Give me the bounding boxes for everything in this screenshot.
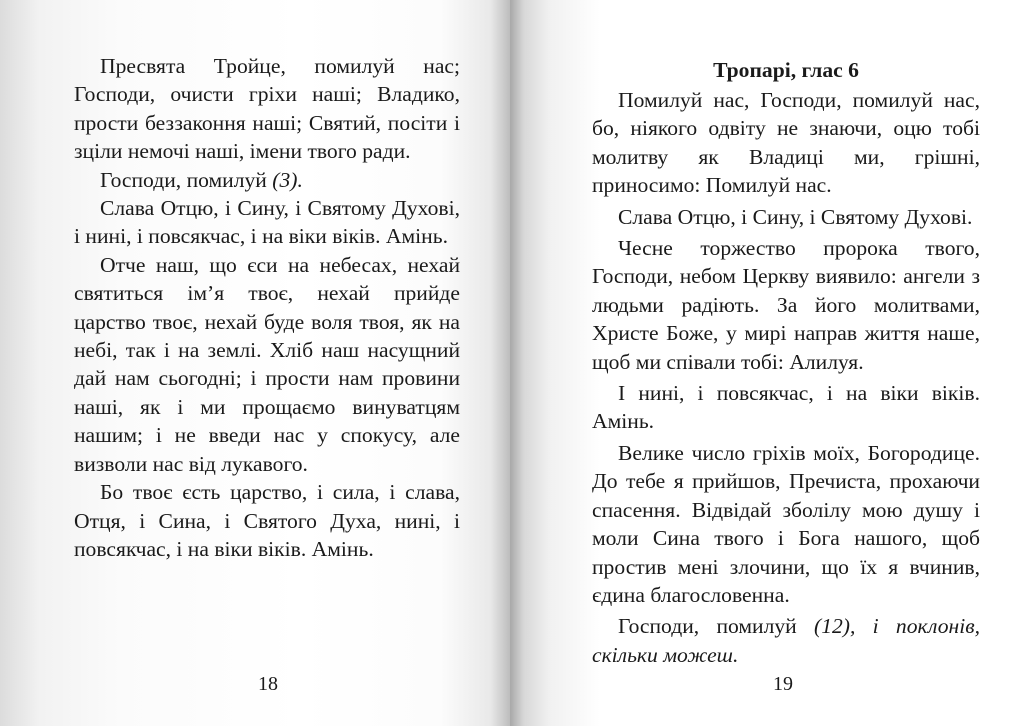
paragraph: Помилуй нас, Господи, помилуй нас, бо, ніякого одвіту не знаючи, оцю тобі молитву як Владиці ми, грішні, приносимо: Помилуй нас. xyxy=(592,88,980,198)
paragraph: І нині, і повсякчас, і на віки віків. Амінь. xyxy=(592,381,980,434)
paragraph: Отче наш, що єси на небесах, нехай святиться ім’я твоє, нехай прийде царство твоє, нехай буде воля твоя, як на небі, так і на землі. Хліб наш насущний дай нам сьогодні; і прости нам провини наші, як і ми прощаємо винуватцям нашим; і не введи нас у спокусу, але визволи нас від лукавого. xyxy=(74,252,460,476)
italic-note: (3). xyxy=(272,167,303,192)
left-page xyxy=(0,0,510,726)
paragraph: Пресвята Тройце, помилуй нас; Господи, очисти гріхи наші; Владико, прости беззаконня наші; Святий, посіти і зціли немочі наші, імени твого ради. xyxy=(74,54,460,164)
page-number: 18 xyxy=(258,673,278,695)
right-page xyxy=(510,0,1024,726)
paragraph-text: Господи, помилуй xyxy=(100,167,267,192)
page-number: 19 xyxy=(773,673,793,695)
left-page-text xyxy=(74,52,460,563)
paragraph xyxy=(74,166,460,194)
paragraph: Слава Отцю, і Сину, і Святому Духові, і нині, і повсякчас, і на віки віків. Амінь. xyxy=(74,196,460,249)
paragraph: Велике число гріхів моїх, Богородице. До тебе я прийшов, Пречиста, прохаючи спасення. Відвідай зболілу мою душу і моли Сина твого і Бога нашого, щоб простив мені злочини, що їх я вчинив, єдина благословенна. xyxy=(592,440,980,607)
paragraph xyxy=(592,612,980,669)
paragraph: Чесне торжество пророка твого, Господи, небом Церкву виявило: ангели з людьми радіють. За його молитвами, Христе Боже, у мирі направ життя наше, щоб ми співали тобі: Алилуя. xyxy=(592,236,980,374)
paragraph: Бо твоє єсть царство, і сила, і слава, Отця, і Сина, і Святого Духа, нині, і повсякчас, і на віки віків. Амінь. xyxy=(74,480,460,561)
italic-note: (12), і поклонів, скільки можеш. xyxy=(592,614,980,667)
paragraph-text: Господи, помилуй xyxy=(618,614,797,639)
section-heading: Тропарі, глас 6 xyxy=(713,58,859,82)
right-page-text xyxy=(592,56,980,672)
paragraph: Слава Отцю, і Сину, і Святому Духові. xyxy=(618,204,973,229)
